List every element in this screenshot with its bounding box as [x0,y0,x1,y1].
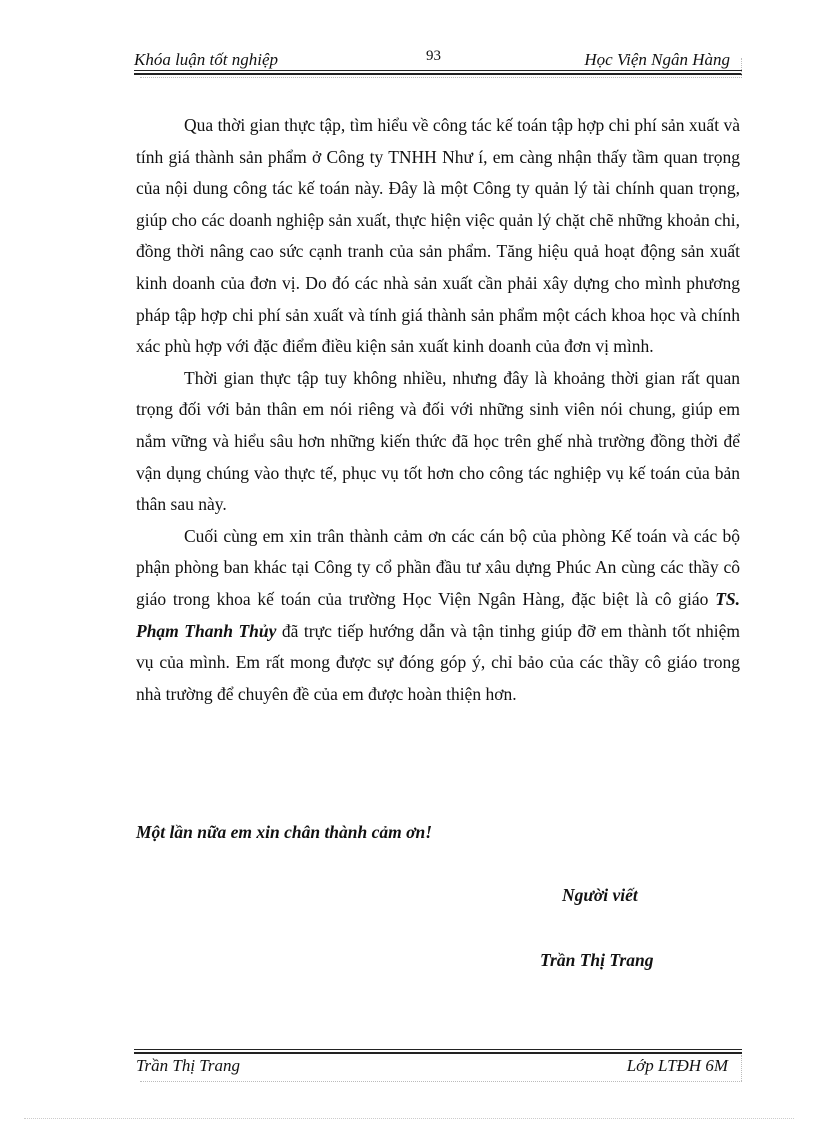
paragraph-3-rest: đã trực tiếp hướng dẫn và tận tinhg giúp đỡ em thành tốt nhiệm vụ của mình. Em rất mong được sự đóng góp ý, chỉ bảo của các thầy cô giáo trong nhà trường để chuyên đề của em được hoàn thiện hơn. [136,620,740,704]
signature-label: Người viết [562,885,638,905]
footer-class: Lớp LTĐH 6M [626,1056,728,1075]
header-institution: Học Viện Ngân Hàng [584,50,730,69]
paragraph-3-intro: Cuối cùng em xin trân thành cảm ơn các cán bộ của phòng Kế toán và các bộ phận phòng ban khác tại Công ty cổ phần đầu tư xâu dựng Phúc An cùng các thầy cô giáo trong khoa kế toán của trường Học Viện Ngân Hàng, đặc biệt là cô giáo [136,525,740,609]
header-border-shadow-side [741,58,742,78]
advisor-name: TS. Phạm Thanh Thủy [136,588,740,641]
footer-border-shadow-side [741,1055,742,1081]
footer-rule-thin [134,1049,742,1050]
paragraph-2: Thời gian thực tập tuy không nhiều, nhưng đây là khoảng thời gian rất quan trọng đối với bản thân em nói riêng và đối với những sinh viên nói chung, giúp em nắm vững và hiểu sâu hơn những kiến thức đã học trên ghế nhà trường đồng thời để vận dụng chúng vào thực tế, phục vụ tốt hơn cho công tác nghiệp vụ kế toán của bản thân sau này. [136,367,740,515]
footer-author: Trần Thị Trang [136,1056,240,1075]
paragraph-3 [136,521,740,711]
page-footer [134,1054,734,1078]
header-rule-thin [134,70,742,71]
header-thesis-label: Khóa luận tốt nghiệp [134,50,279,69]
paragraph-1: Qua thời gian thực tập, tìm hiểu về công tác kế toán tập hợp chi phí sản xuất và tính giá thành sản phẩm ở Công ty TNHH Như í, em càng nhận thấy tầm quan trọng của nội dung công tác kế toán này. Đây là một Công ty quản lý tài chính quan trọng, giúp cho các doanh nghiệp sản xuất, thực hiện việc quản lý chặt chẽ những khoản chi, đồng thời nâng cao sức cạnh tranh của sản phẩm. Tăng hiệu quả hoạt động sản xuất kinh doanh của đơn vị. Do đó các nhà sản xuất cần phải xây dựng cho mình phương pháp tập hợp chi phí sản xuất và tính giá thành sản phẩm một cách khoa học và chính xác phù hợp với đặc điểm điều kiện sản xuất kinh doanh của đơn vị mình. [136,115,740,357]
header-border-shadow [140,77,742,78]
header-rule-thick [134,73,742,75]
body-text [136,110,740,710]
page-number: 93 [426,48,441,64]
signature-name: Trần Thị Trang [540,950,654,970]
closing-thanks: Một lần nữa em xin chân thành cảm ơn! [136,822,433,842]
page-edge-dotted [24,1118,794,1119]
footer-border-shadow [140,1081,742,1082]
